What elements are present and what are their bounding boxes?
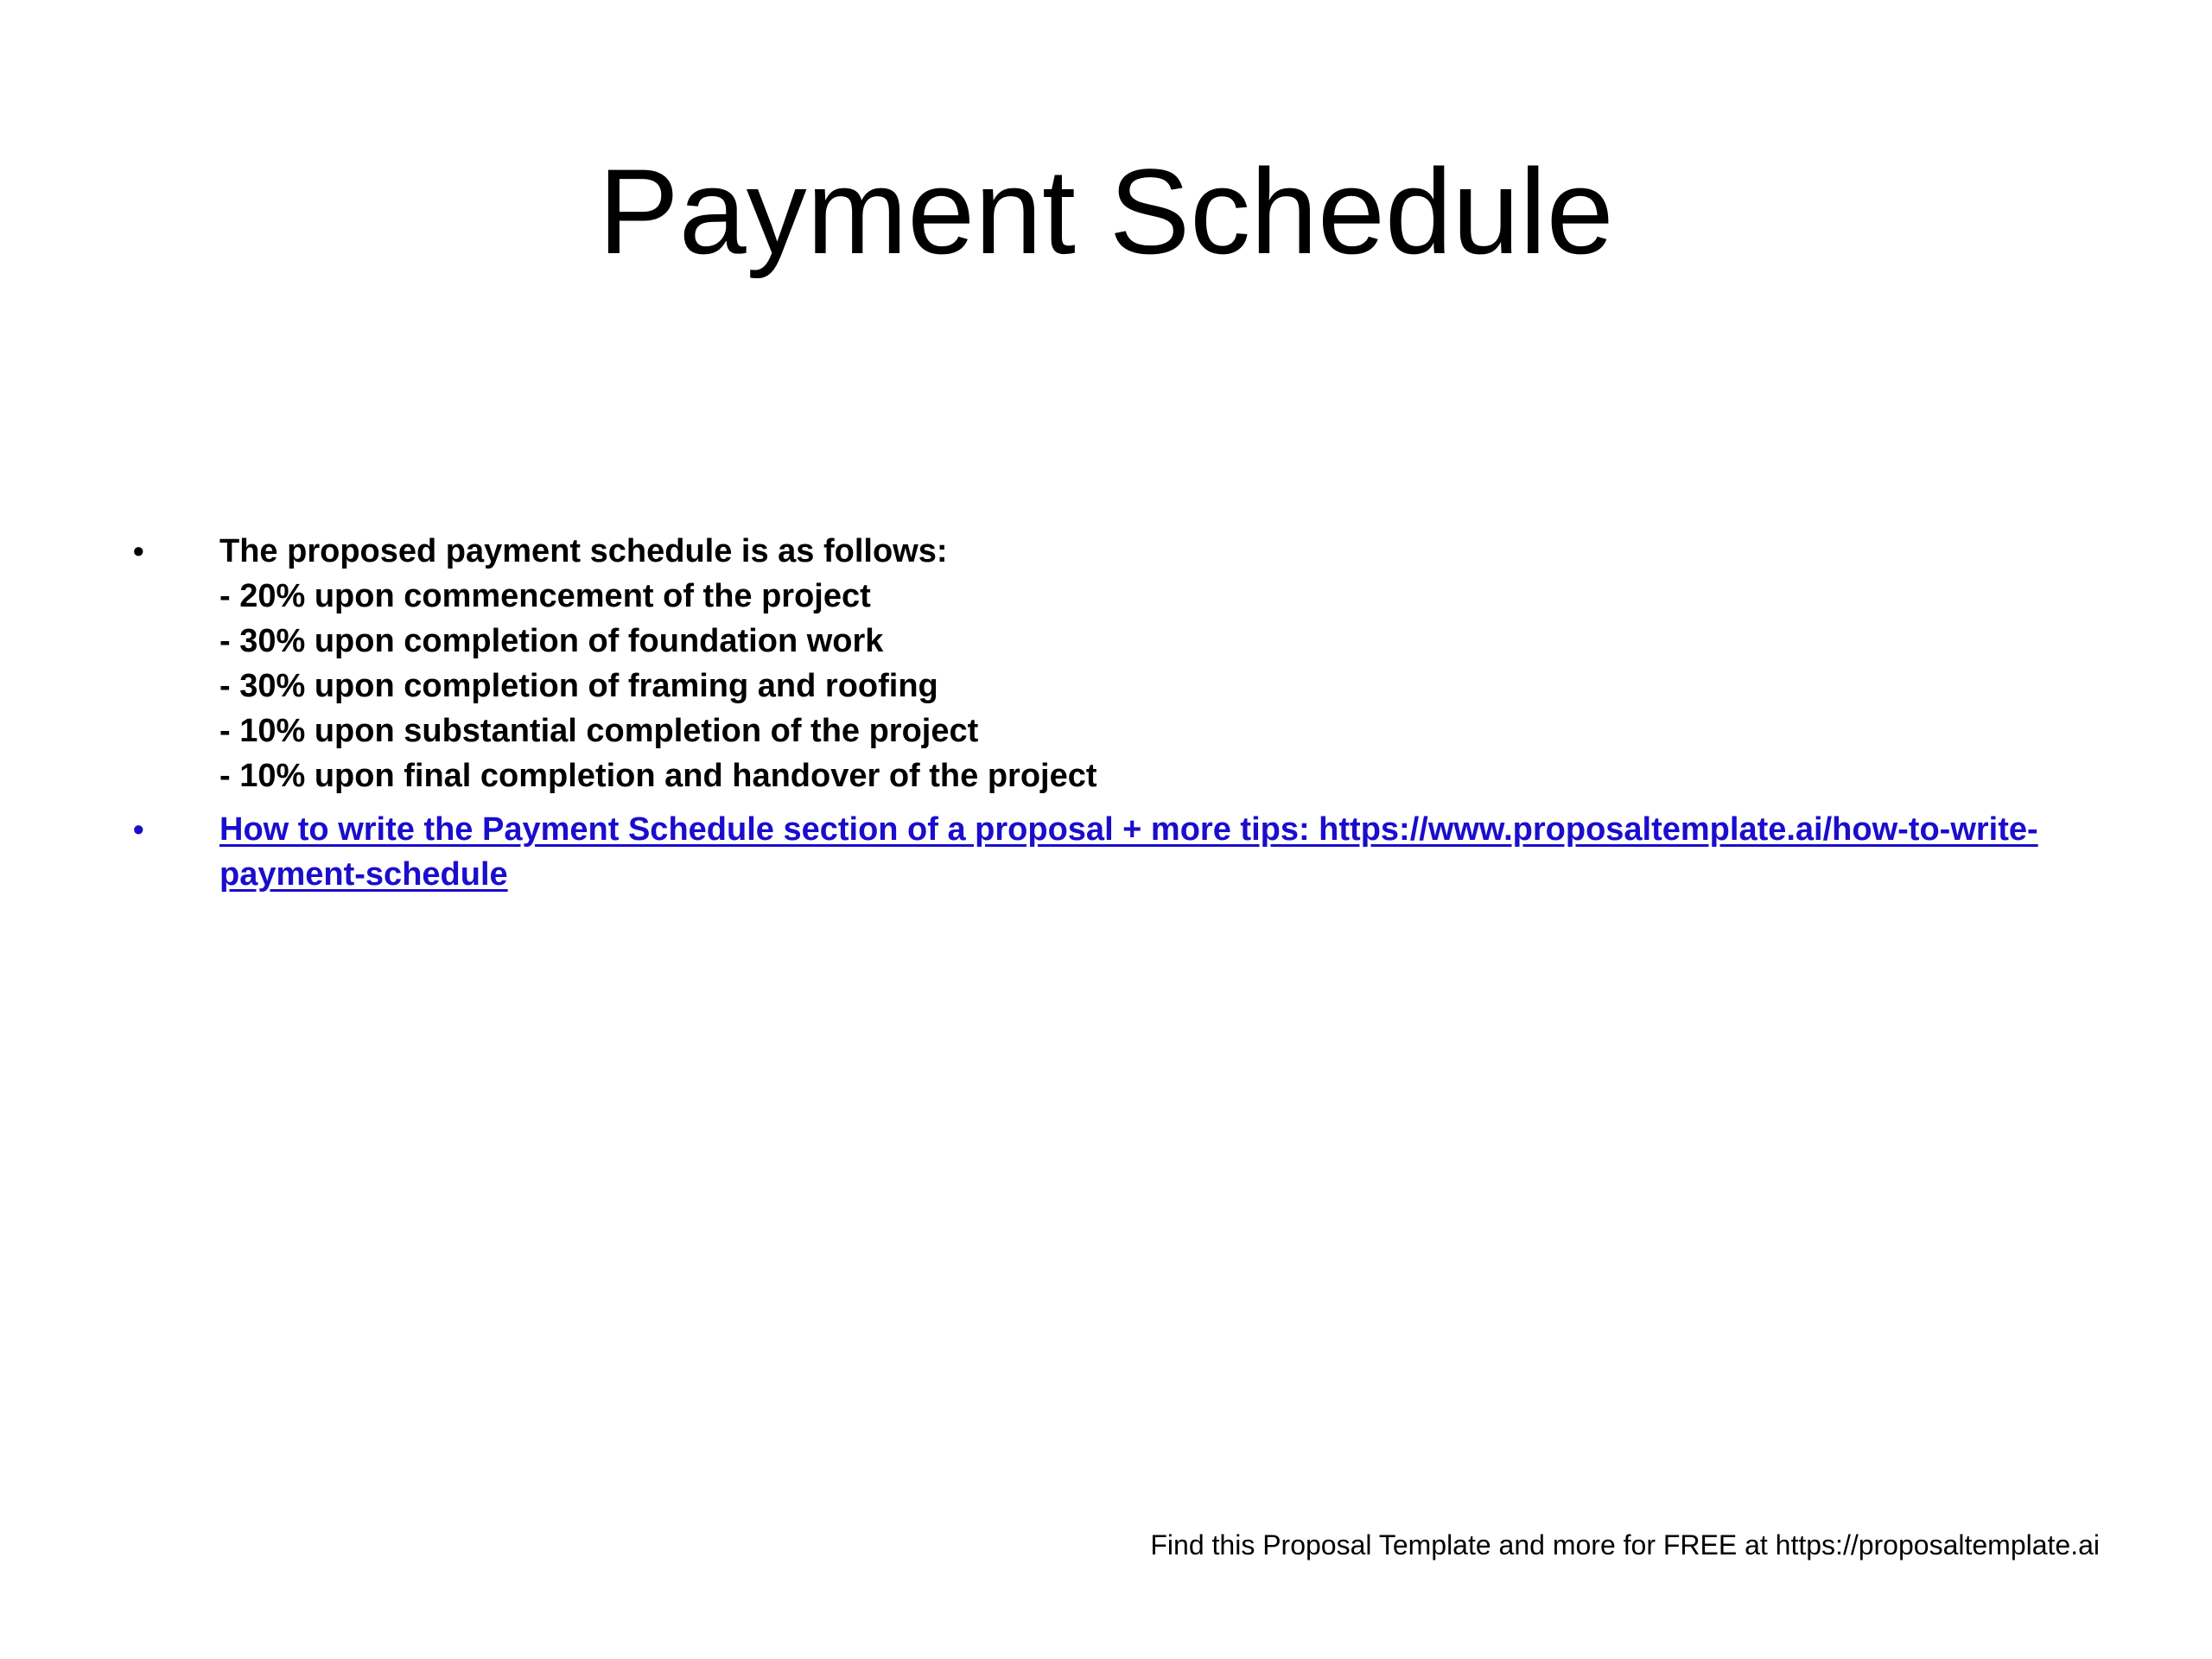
tips-link-line-2[interactable]: payment-schedule [219,856,508,893]
schedule-line-2: - 30% upon completion of foundation work [219,623,884,659]
bullet-text [219,529,2100,798]
bullet-list [130,529,2100,897]
schedule-intro: The proposed payment schedule is as follows: [219,533,948,569]
schedule-line-5: - 10% upon final completion and handover of the project [219,758,1097,794]
tips-link-line-1[interactable]: How to write the Payment Schedule section of a proposal + more tips: https://www.proposaltemplate.ai/how-to-write- [219,811,2038,848]
tips-link[interactable] [219,807,2100,897]
schedule-line-1: - 20% upon commencement of the project [219,578,871,614]
bullet-item-payment-schedule [130,529,2100,798]
bullet-dot-icon: • [133,533,144,569]
bullet-dot-icon: • [133,811,144,847]
slide-title: Payment Schedule [598,143,1614,279]
schedule-line-4: - 10% upon substantial completion of the project [219,713,979,749]
bullet-item-tips-link [130,807,2100,897]
footer-note: Find this Proposal Template and more for FREE at https://proposaltemplate.ai [1150,1529,2100,1560]
schedule-line-3: - 30% upon completion of framing and roofing [219,668,938,704]
